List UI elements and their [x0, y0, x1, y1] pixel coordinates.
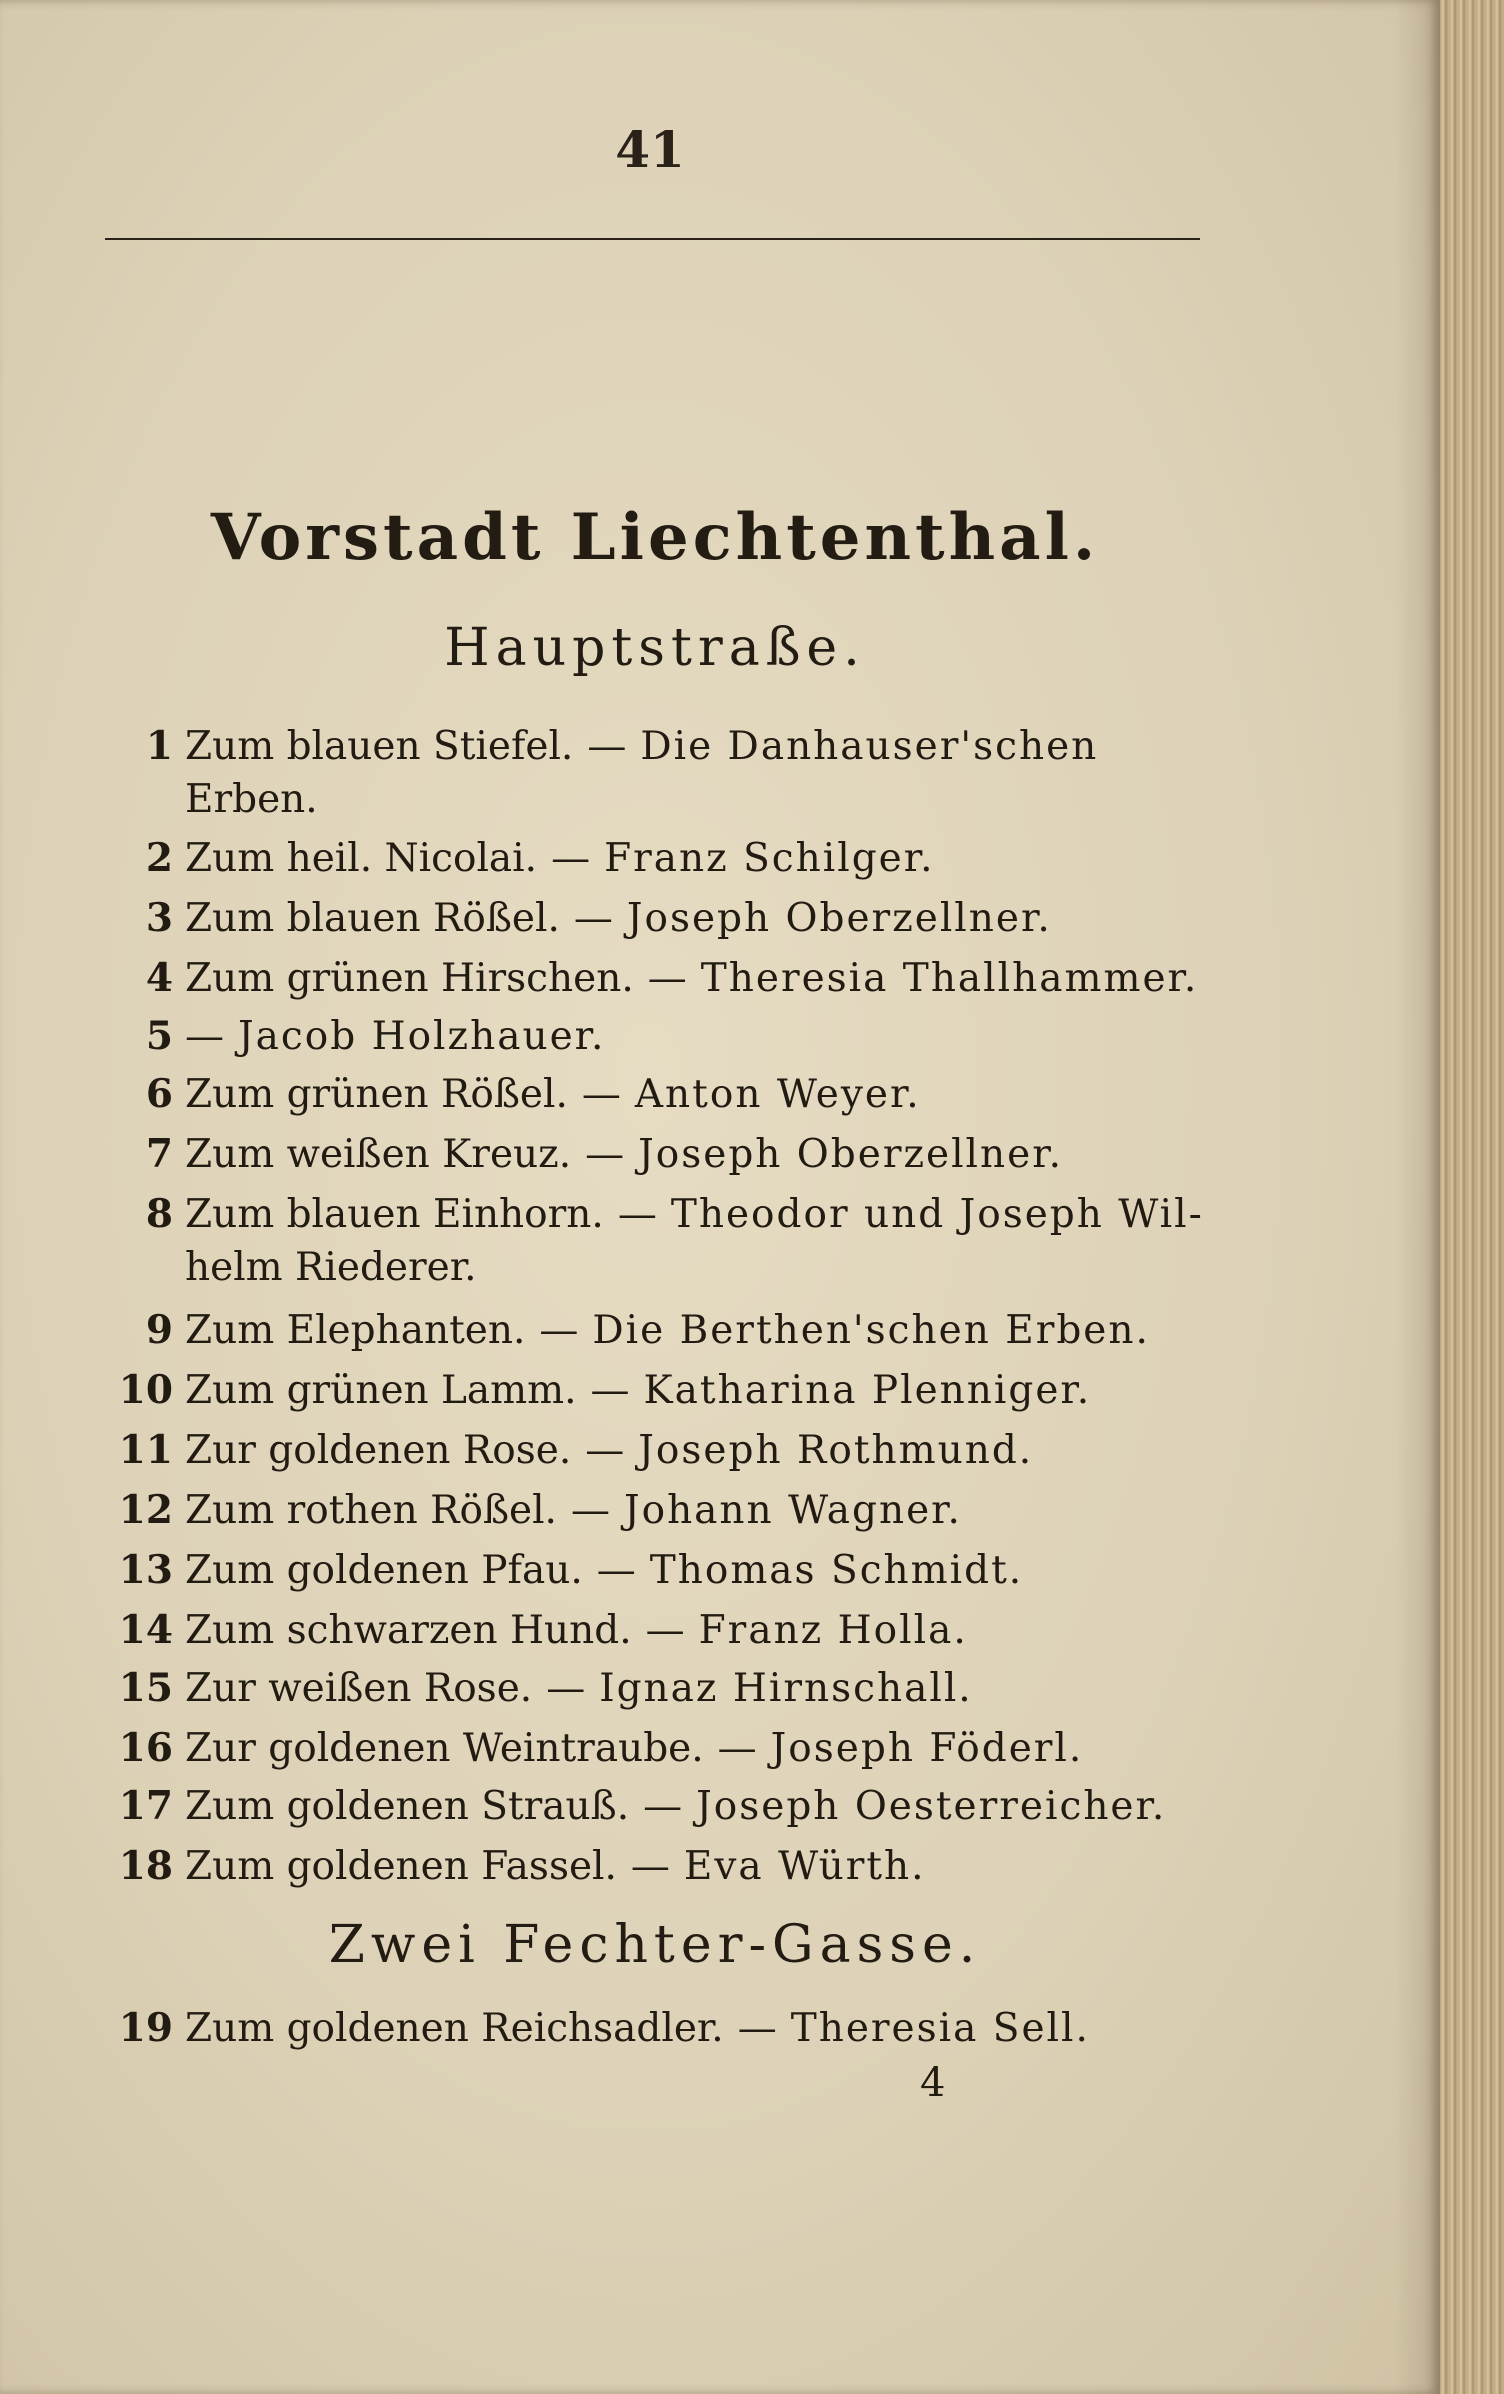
- page-number: 41: [615, 120, 685, 179]
- separator-dash: —: [185, 1014, 224, 1059]
- house-number: 10: [118, 1367, 173, 1413]
- list-item: [95, 1660, 1225, 1717]
- house-sign: Zum heil. Nicolai.: [185, 836, 538, 881]
- house-sign: Zum Elephanten.: [185, 1308, 526, 1353]
- house-number: 7: [145, 1131, 173, 1177]
- separator-dash: —: [570, 1488, 610, 1533]
- separator-dash: —: [590, 1368, 630, 1413]
- list-item: [95, 1542, 1225, 1599]
- list-item: [95, 1008, 1225, 1065]
- separator-dash: —: [643, 1784, 683, 1829]
- header-rule: [105, 238, 1200, 240]
- separator-dash: —: [581, 1072, 621, 1117]
- house-owner: Joseph Oesterreicher.: [696, 1784, 1167, 1829]
- list-item: [95, 1186, 1225, 1243]
- house-number: 6: [145, 1071, 173, 1117]
- house-sign: Zur goldenen Weintraube.: [185, 1726, 704, 1771]
- house-number: 12: [118, 1487, 173, 1533]
- house-sign: Zum goldenen Pfau.: [185, 1548, 583, 1593]
- separator-dash: —: [585, 1428, 625, 1473]
- house-number: 9: [145, 1307, 173, 1353]
- separator-dash: —: [596, 1548, 636, 1593]
- house-sign: Zum goldenen Reichsadler.: [185, 2006, 724, 2051]
- house-owner: Theresia Thallhammer.: [700, 956, 1199, 1001]
- list-item: [95, 1066, 1225, 1123]
- house-owner: Die Berthen'schen Erben.: [592, 1308, 1150, 1353]
- separator-dash: —: [630, 1844, 670, 1889]
- signature-mark: 4: [920, 2060, 946, 2106]
- house-sign: Zum blauen Einhorn.: [185, 1192, 604, 1237]
- house-sign: Zum goldenen Fassel.: [185, 1844, 617, 1889]
- house-number: 2: [145, 835, 173, 881]
- list-item: [95, 2000, 1225, 2057]
- list-item: [95, 1838, 1225, 1895]
- page-edge: [1440, 0, 1504, 2394]
- house-owner: Joseph Föderl.: [770, 1726, 1084, 1771]
- owner-continuation: helm Riederer.: [185, 1245, 477, 1290]
- list-item: [95, 830, 1225, 887]
- list-item: [95, 950, 1225, 1007]
- list-item: [95, 1482, 1225, 1539]
- list-item: [95, 1362, 1225, 1419]
- house-number: 11: [118, 1427, 173, 1473]
- house-owner: Anton Weyer.: [634, 1072, 921, 1117]
- separator-dash: —: [617, 1192, 657, 1237]
- house-sign: Zum weißen Kreuz.: [185, 1132, 572, 1177]
- house-sign: Zum goldenen Strauß.: [185, 1784, 630, 1829]
- house-owner: Joseph Oberzellner.: [626, 896, 1052, 941]
- house-number: 19: [118, 2005, 173, 2051]
- house-sign: Zum rothen Rößel.: [185, 1488, 557, 1533]
- house-sign: Zum blauen Stiefel.: [185, 724, 574, 769]
- list-item: [95, 718, 1225, 775]
- house-owner: Eva Würth.: [683, 1844, 926, 1889]
- street-heading: Hauptstraße.: [444, 618, 866, 678]
- house-number: 15: [118, 1665, 173, 1711]
- list-item: [95, 1126, 1225, 1183]
- house-owner: Katharina Plenniger.: [643, 1368, 1092, 1413]
- list-item: [95, 1302, 1225, 1359]
- list-item: [95, 1720, 1225, 1777]
- house-owner: Jacob Holzhauer.: [238, 1014, 606, 1059]
- house-number: 17: [118, 1783, 173, 1829]
- house-sign: Zum blauen Rößel.: [185, 896, 560, 941]
- separator-dash: —: [585, 1132, 625, 1177]
- house-sign: Zum schwarzen Hund.: [185, 1608, 632, 1653]
- house-number: 3: [145, 895, 173, 941]
- house-number: 4: [145, 955, 173, 1001]
- page-title: Vorstadt Liechtenthal.: [210, 500, 1100, 575]
- page-gutter-shadow: [1395, 0, 1440, 2394]
- list-item: [95, 1778, 1225, 1835]
- house-owner: Franz Schilger.: [604, 836, 935, 881]
- list-item: [95, 1602, 1225, 1659]
- separator-dash: —: [573, 896, 613, 941]
- street-heading: Zwei Fechter-Gasse.: [328, 1915, 982, 1975]
- separator-dash: —: [539, 1308, 579, 1353]
- owner-continuation: Erben.: [185, 777, 318, 822]
- house-owner: Franz Holla.: [698, 1608, 968, 1653]
- house-owner: Ignaz Hirnschall.: [599, 1666, 973, 1711]
- separator-dash: —: [647, 956, 687, 1001]
- house-sign: Zur goldenen Rose.: [185, 1428, 572, 1473]
- house-owner: Thomas Schmidt.: [649, 1548, 1024, 1593]
- house-sign: Zum grünen Rößel.: [185, 1072, 568, 1117]
- house-owner: Theodor und Joseph Wil-: [670, 1192, 1204, 1237]
- list-item: [95, 890, 1225, 947]
- house-sign: Zur weißen Rose.: [185, 1666, 533, 1711]
- house-number: 5: [145, 1013, 173, 1059]
- house-number: 1: [145, 723, 173, 769]
- house-owner: Die Danhauser'schen: [640, 724, 1099, 769]
- house-number: 18: [118, 1843, 173, 1889]
- house-sign: Zum grünen Hirschen.: [185, 956, 634, 1001]
- house-number: 13: [118, 1547, 173, 1593]
- separator-dash: —: [551, 836, 591, 881]
- house-owner: Joseph Oberzellner.: [638, 1132, 1063, 1177]
- separator-dash: —: [645, 1608, 685, 1653]
- house-number: 8: [145, 1191, 173, 1237]
- separator-dash: —: [737, 2006, 777, 2051]
- separator-dash: —: [587, 724, 627, 769]
- separator-dash: —: [546, 1666, 586, 1711]
- house-owner: Theresia Sell.: [790, 2006, 1090, 2051]
- house-number: 16: [118, 1725, 173, 1771]
- house-number: 14: [118, 1607, 173, 1653]
- separator-dash: —: [717, 1726, 757, 1771]
- house-owner: Joseph Rothmund.: [638, 1428, 1034, 1473]
- house-owner: Johann Wagner.: [623, 1488, 962, 1533]
- list-item: [95, 1422, 1225, 1479]
- house-sign: Zum grünen Lamm.: [185, 1368, 577, 1413]
